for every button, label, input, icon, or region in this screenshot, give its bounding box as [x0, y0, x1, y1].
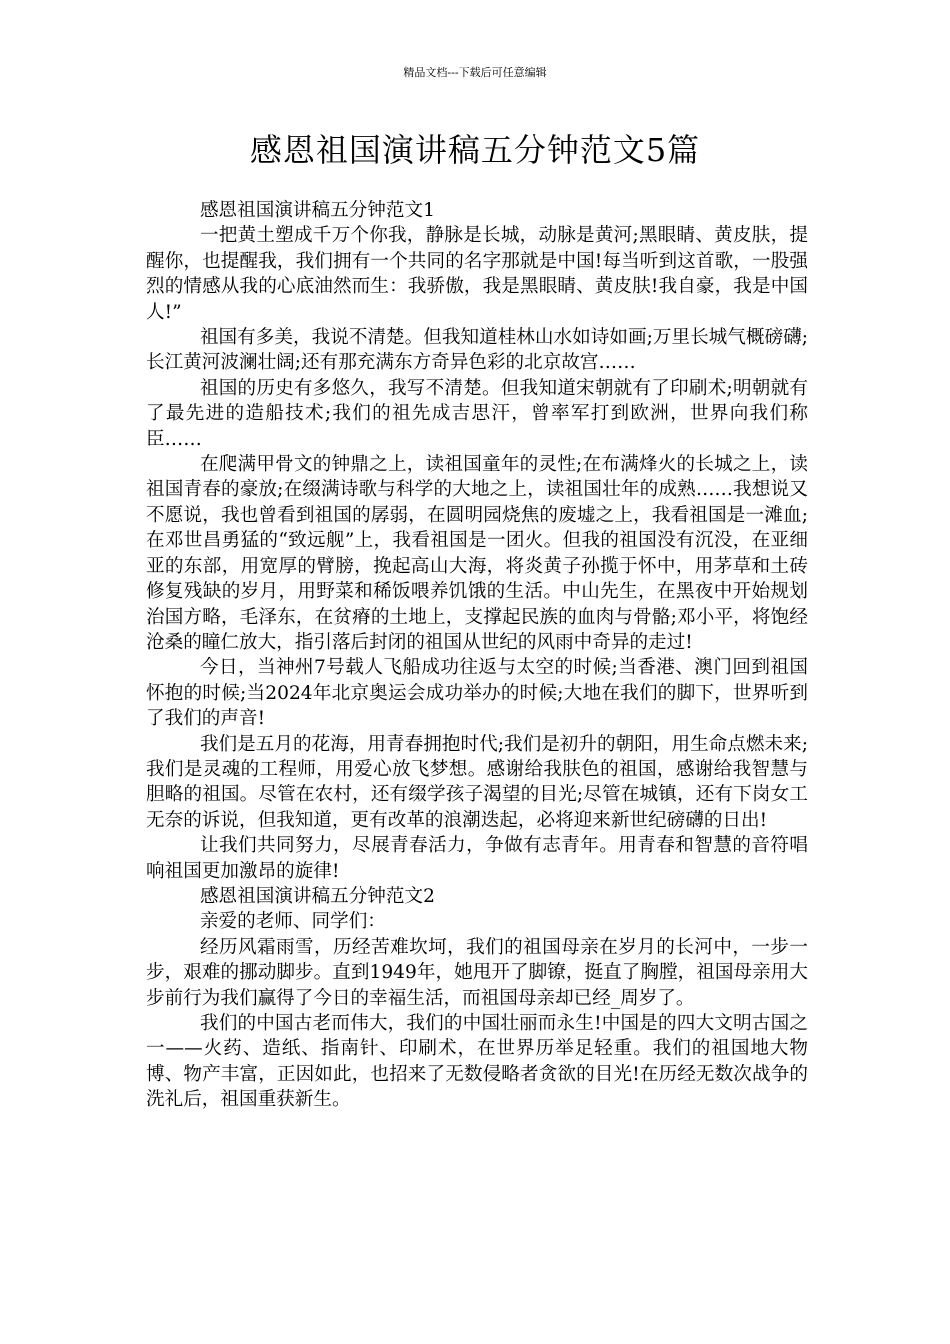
paragraph: 祖国有多美，我说不清楚。但我知道桂林山水如诗如画;万里长城气概磅礴;长江黄河波澜壮阔;还有那充满东方奇异色彩的北京故宫…… — [146, 327, 808, 374]
header-note: 精品文档---下载后可任意编辑 — [403, 66, 547, 79]
paragraph: 经历风霜雨雪，历经苦难坎坷，我们的祖国母亲在岁月的长河中，一步一步，艰难的挪动脚步。直到1949年，她甩开了脚镣，挺直了胸膛，祖国母亲用大步前行为我们赢得了今日的幸福生活，而祖国母亲却已经_周岁了。 — [146, 936, 808, 1009]
paragraph: 一把黄土塑成千万个你我，静脉是长城，动脉是黄河;黑眼睛、黄皮肤，提醒你，也提醒我，我们拥有一个共同的名字那就是中国!每当听到这首歌，一股强烈的情感从我的心底油然而生：我骄傲，我是黑眼睛、黄皮肤!我自豪，我是中国人!” — [146, 225, 808, 323]
section-heading-1: 感恩祖国演讲稿五分钟范文1 — [199, 200, 435, 221]
section-heading-2: 感恩祖国演讲稿五分钟范文2 — [199, 885, 435, 907]
document-body — [146, 198, 808, 1113]
paragraph: 在爬满甲骨文的钟鼎之上，读祖国童年的灵性;在布满烽火的长城之上，读祖国青春的豪放;在缀满诗歌与科学的大地之上，读祖国壮年的成熟……我想说又不愿说，我也曾看到祖国的孱弱，在圆明园烧焦的废墟之上，我看祖国是一滩血;在邓世昌勇猛的“致远舰”上，我看祖国是一团火。但我的祖国没有沉没，在亚细亚的东部，用宽厚的臂膀，挽起高山大海，将炎黄子孙揽于怀中，用茅草和土砖修复残缺的岁月，用野菜和稀饭喂养饥饿的生活。中山先生，在黑夜中开始规划治国方略，毛泽东，在贫瘠的土地上，支撑起民族的血肉与骨骼;邓小平，将饱经沧桑的瞳仁放大，指引落后封闭的祖国从世纪的风雨中奇异的走过! — [146, 454, 808, 653]
paragraph: 让我们共同努力，尽展青春活力，争做有志青年。用青春和智慧的音符唱响祖国更加激昂的旋律! — [146, 835, 808, 882]
paragraph: 祖国的历史有多悠久，我写不清楚。但我知道宋朝就有了印刷术;明朝就有了最先进的造船技术;我们的祖先成吉思汗，曾率军打到欧洲，世界向我们称臣…… — [146, 377, 808, 450]
paragraph: 我们的中国古老而伟大，我们的中国壮丽而永生!中国是的四大文明古国之一——火药、造纸、指南针、印刷术，在世界历举足轻重。我们的祖国地大物博、物产丰富，正因如此，也招来了无数侵略者贪欲的目光!在历经无数次战争的洗礼后，祖国重获新生。 — [146, 1013, 808, 1111]
paragraph: 今日，当神州7号载人飞船成功往返与太空的时候;当香港、澳门回到祖国怀抱的时候;当2024年北京奥运会成功举办的时候;大地在我们的脚下，世界听到了我们的声音! — [146, 657, 808, 730]
paragraph: 我们是五月的花海，用青春拥抱时代;我们是初升的朝阳，用生命点燃未来;我们是灵魂的工程师，用爱心放飞梦想。感谢给我肤色的祖国，感谢给我智慧与胆略的祖国。尽管在农村，还有缀学孩子渴望的目光;尽管在城镇，还有下岗女工无奈的诉说，但我知道，更有改革的浪潮迭起，必将迎来新世纪磅礴的日出! — [146, 733, 808, 831]
salutation: 亲爱的老师、同学们： — [199, 911, 386, 933]
document-title: 感恩祖国演讲稿五分钟范文5篇 — [249, 131, 701, 169]
